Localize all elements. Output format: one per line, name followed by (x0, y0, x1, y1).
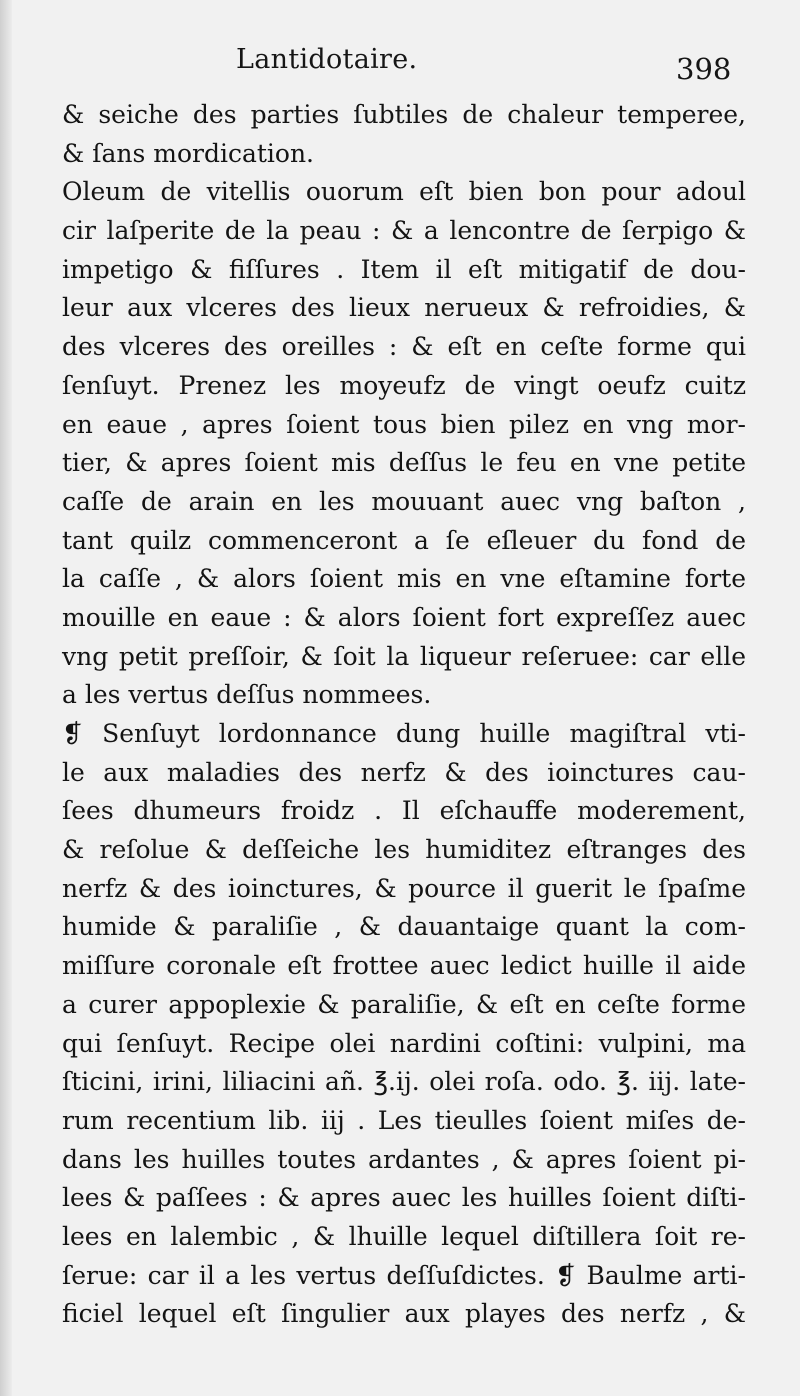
text-line: des vlceres des oreilles : & eſt en ceſte forme qui (62, 332, 746, 362)
page-number: 398 (676, 52, 732, 86)
text-line: nerfz & des ioinctures, & pource il guerit le ſpaſme (62, 873, 746, 903)
text-line: humide & paraliſie , & dauantaige quant la com- (62, 912, 746, 942)
text-line: & ſans mordication. (62, 138, 314, 168)
text-line: ſees dhumeurs froidz . Il eſchauffe moderement, (62, 796, 746, 826)
text-line: leur aux vlceres des lieux nerueux & refroidies, & (62, 293, 746, 323)
text-line: caſſe de arain en les mouuant auec vng baſton , (62, 486, 746, 516)
text-line: qui ſenſuyt. Recipe olei nardini coſtini: vulpini, ma (62, 1028, 746, 1058)
text-line: ſenſuyt. Prenez les moyeufz de vingt oeufz cuitz (62, 370, 746, 400)
text-line: ſticini, irini, liliacini añ. ℥.ij. olei roſa. odo. ℥. iij. late- (62, 1067, 746, 1097)
text-line: & seiche des parties ſubtiles de chaleur temperee, (62, 100, 746, 129)
text-line: a curer appoplexie & paraliſie, & eſt en ceſte forme (62, 989, 746, 1019)
text-line: la caſſe , & alors ſoient mis en vne eſtamine forte (62, 564, 746, 594)
text-line: en eaue , apres ſoient tous bien pilez en vng mor- (62, 409, 746, 439)
paragraph-start-line: ❡ Senſuyt lordonnance dung huille magiſtral vti- (62, 719, 746, 748)
text-line: ſerue: car il a les vertus deſſuſdictes. ❡ Baulme arti- (62, 1260, 746, 1290)
text-line: impetigo & fiſſures . Item il eſt mitigatif de dou- (62, 254, 746, 284)
text-line: & reſolue & deſſeiche les humiditez eſtranges des (62, 835, 746, 865)
text-line: vng petit preſſoir, & ſoit la liqueur reſeruee: car elle (62, 641, 746, 671)
text-line: miſſure coronale eſt frottee auec ledict huille il aide (62, 951, 746, 981)
text-line: le aux maladies des nerfz & des ioinctures cau- (62, 757, 746, 787)
text-line: ficiel lequel eſt ſingulier aux playes des nerfz , & (62, 1299, 746, 1329)
page-gutter-shadow (0, 0, 12, 1396)
text-line: dans les huilles toutes ardantes , & apres ſoient pi- (62, 1144, 746, 1174)
text-line: mouille en eaue : & alors ſoient fort expreſſez auec (62, 602, 746, 632)
running-title: Lantidotaire. (236, 44, 418, 75)
text-line: lees en lalembic , & lhuille lequel diſtillera ſoit re- (62, 1221, 746, 1251)
text-line: tant quilz commenceront a ſe eſleuer du fond de (62, 525, 746, 555)
text-line: cir laſperite de la peau : & a lencontre de ſerpigo & (62, 216, 746, 246)
text-line: tier, & apres ſoient mis deſſus le feu en vne petite (62, 448, 746, 478)
text-line: rum recentium lib. iij . Les tieulles ſoient miſes de- (62, 1105, 746, 1135)
text-line: Oleum de vitellis ouorum eſt bien bon pour adoul (62, 177, 746, 207)
text-line: a les vertus deſſus nommees. (62, 680, 432, 710)
body-text (62, 96, 746, 1334)
text-line: lees & paſſees : & apres auec les huilles ſoient diſti- (62, 1183, 746, 1213)
